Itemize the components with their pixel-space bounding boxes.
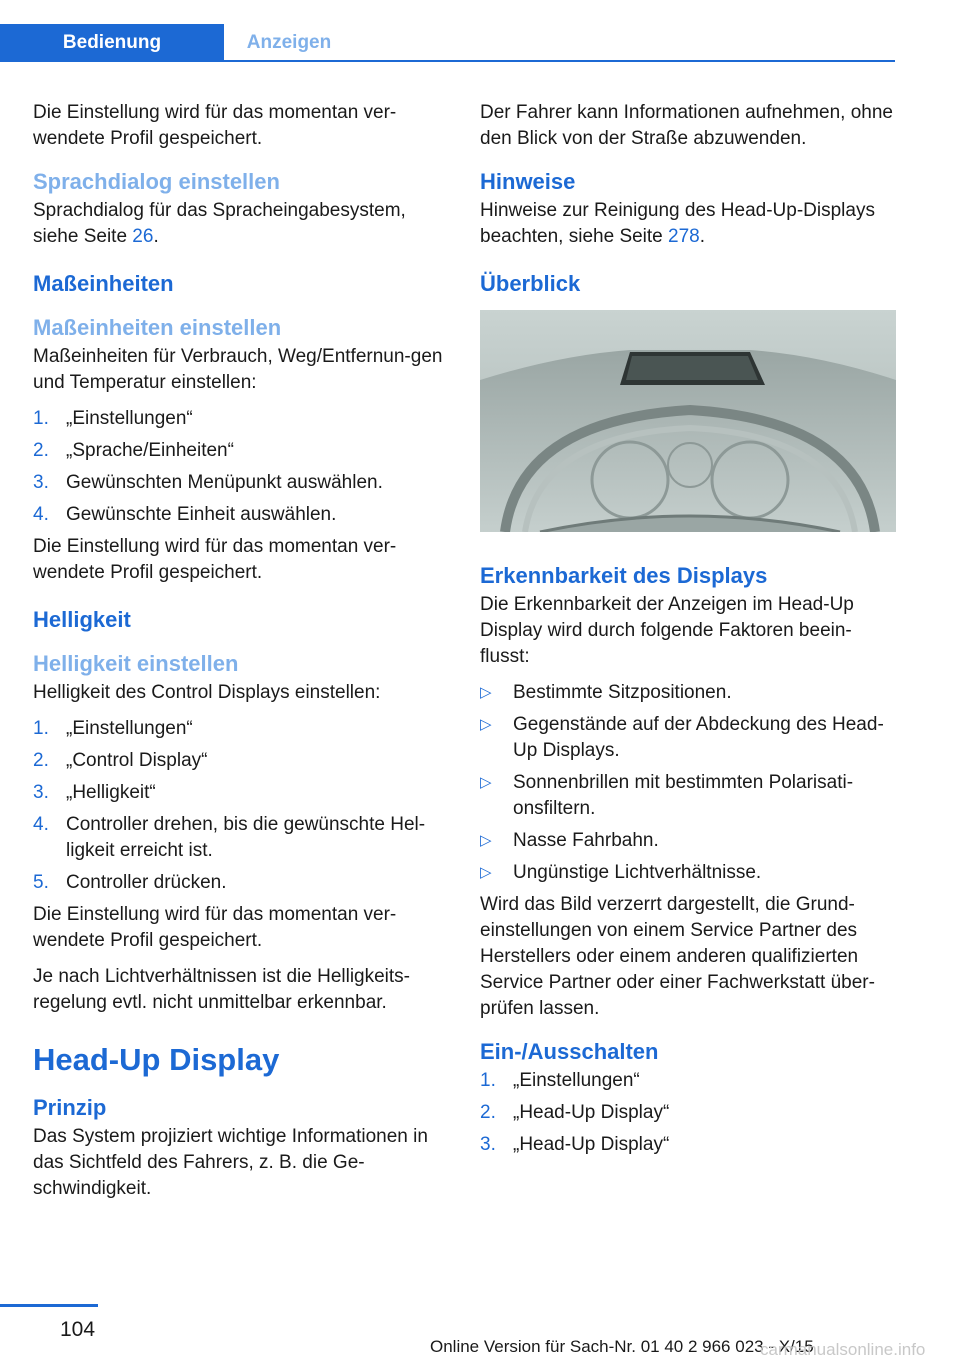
heading-masseinheiten: Maßeinheiten (33, 271, 174, 296)
list-item (480, 680, 896, 706)
tab-anzeigen[interactable]: Anzeigen (246, 31, 332, 53)
list-item (33, 406, 448, 432)
step-text: „Head-Up Display“ (513, 1102, 670, 1123)
factors-list (480, 680, 896, 886)
paragraph: Die Einstellung wird für das momentan ver‐wendete Profil gespeichert. (33, 102, 397, 149)
step-text: „Helligkeit“ (66, 782, 156, 803)
heading-erkennbarkeit: Erkennbarkeit des Displays (480, 563, 768, 588)
paragraph: Je nach Lichtverhältnissen ist die Helligkeits‐regelung evtl. nicht unmittelbar erkennbar. (33, 966, 411, 1013)
list-item (480, 1100, 896, 1126)
step-number: 3. (33, 782, 49, 803)
step-number: 2. (33, 750, 49, 771)
step-text: „Sprache/Einheiten“ (66, 440, 234, 461)
paragraph-text: Hinweise zur Reinigung des Head-Up-Displays beachten, siehe Seite (480, 200, 875, 247)
heading-helligkeit-einstellen: Helligkeit einstellen (33, 651, 239, 676)
triangle-bullet-icon: ▷ (480, 832, 492, 849)
step-number: 3. (33, 472, 49, 493)
paragraph-hinweise (480, 198, 896, 250)
list-item (33, 502, 448, 528)
list-item (33, 870, 448, 896)
list-text: Gegenstände auf der Abdeckung des Head-Up Displays. (513, 714, 884, 761)
triangle-bullet-icon: ▷ (480, 716, 492, 733)
list-item (33, 748, 448, 774)
steps-ein-ausschalten (480, 1068, 896, 1158)
step-number: 5. (33, 872, 49, 893)
list-item (33, 438, 448, 464)
list-text: Nasse Fahrbahn. (513, 830, 659, 851)
step-text: Controller drücken. (66, 872, 227, 893)
head-up-display-illustration (480, 310, 896, 532)
heading-head-up-display: Head-Up Display (33, 1042, 280, 1077)
step-number: 1. (480, 1070, 496, 1091)
step-text: „Control Display“ (66, 750, 208, 771)
steps-masseinheiten (33, 406, 448, 528)
heading-masseinheiten-einstellen: Maßeinheiten einstellen (33, 315, 282, 340)
paragraph-prinzip: Das System projiziert wichtige Informationen in das Sichtfeld des Fahrers, z. B. die Ge‐schwindigkeit. (33, 1126, 428, 1199)
paragraph-sprachdialog (33, 198, 448, 250)
list-text: Bestimmte Sitzpositionen. (513, 682, 732, 703)
page-link-26[interactable]: 26 (132, 226, 154, 247)
list-item (480, 1132, 896, 1158)
heading-sprachdialog: Sprachdialog einstellen (33, 169, 280, 194)
step-number: 1. (33, 408, 49, 429)
step-text: Gewünschte Einheit auswählen. (66, 504, 337, 525)
step-number: 2. (480, 1102, 496, 1123)
list-item (480, 860, 896, 886)
paragraph-helligkeit: Helligkeit des Control Displays einstellen: (33, 682, 381, 703)
triangle-bullet-icon: ▷ (480, 864, 492, 881)
heading-ueberblick: Überblick (480, 271, 581, 296)
paragraph-masseinheiten: Maßeinheiten für Verbrauch, Weg/Entfernun‐gen und Temperatur einstellen: (33, 346, 443, 393)
list-item (480, 1068, 896, 1094)
step-number: 4. (33, 504, 49, 525)
step-number: 1. (33, 718, 49, 739)
watermark: carmanualsonline.info (760, 1340, 926, 1359)
step-text: „Head-Up Display“ (513, 1134, 670, 1155)
heading-helligkeit: Helligkeit (33, 607, 131, 632)
list-item (480, 770, 896, 822)
paragraph: Der Fahrer kann Informationen aufnehmen, ohne den Blick von der Straße abzuwenden. (480, 102, 893, 149)
list-item (33, 812, 448, 864)
paragraph: Die Einstellung wird für das momentan ver‐wendete Profil gespeichert. (33, 904, 397, 951)
footer-version: Online Version für Sach-Nr. 01 40 2 966 023 - X/15 (430, 1337, 814, 1356)
step-text: Controller drehen, bis die gewünschte Hel‐ligkeit erreicht ist. (66, 814, 426, 861)
tab-bedienung[interactable]: Bedienung (0, 24, 224, 61)
heading-hinweise: Hinweise (480, 169, 576, 194)
step-number: 3. (480, 1134, 496, 1155)
header-rule (0, 60, 895, 62)
steps-helligkeit (33, 716, 448, 896)
list-item (33, 780, 448, 806)
step-text: Gewünschten Menüpunkt auswählen. (66, 472, 383, 493)
list-item (480, 828, 896, 854)
right-column (480, 100, 896, 1164)
list-item (33, 470, 448, 496)
heading-ein-ausschalten: Ein-/Ausschalten (480, 1039, 659, 1064)
list-item (480, 712, 896, 764)
list-text: Sonnenbrillen mit bestimmten Polarisati‐onsfiltern. (513, 772, 854, 819)
step-number: 2. (33, 440, 49, 461)
footer-rule (0, 1304, 98, 1307)
paragraph-end: . (699, 226, 706, 247)
step-text: „Einstellungen“ (513, 1070, 640, 1091)
heading-prinzip: Prinzip (33, 1095, 107, 1120)
paragraph: Die Einstellung wird für das momentan ver‐wendete Profil gespeichert. (33, 536, 397, 583)
page-number: 104 (60, 1318, 96, 1341)
list-item (33, 716, 448, 742)
step-text: „Einstellungen“ (66, 718, 193, 739)
page-link-278[interactable]: 278 (668, 226, 700, 247)
paragraph-end: . (153, 226, 159, 247)
step-number: 4. (33, 814, 49, 835)
paragraph-text: Sprachdialog für das Spracheingabesystem, siehe Seite (33, 200, 406, 247)
triangle-bullet-icon: ▷ (480, 774, 492, 791)
left-column (33, 100, 448, 1212)
step-text: „Einstellungen“ (66, 408, 193, 429)
paragraph-erkennbarkeit: Die Erkennbarkeit der Anzeigen im Head-Up Display wird durch folgende Faktoren beein‐flusst: (480, 594, 854, 667)
list-text: Ungünstige Lichtverhältnisse. (513, 862, 762, 883)
chapter-tabs (0, 24, 354, 60)
paragraph: Wird das Bild verzerrt dargestellt, die Grund‐einstellungen von einem Service Partner des Herstellers oder einem anderen qualifizierten Service Partner oder einer Fachwerkstatt über‐prüfen lassen. (480, 894, 875, 1019)
triangle-bullet-icon: ▷ (480, 684, 492, 701)
